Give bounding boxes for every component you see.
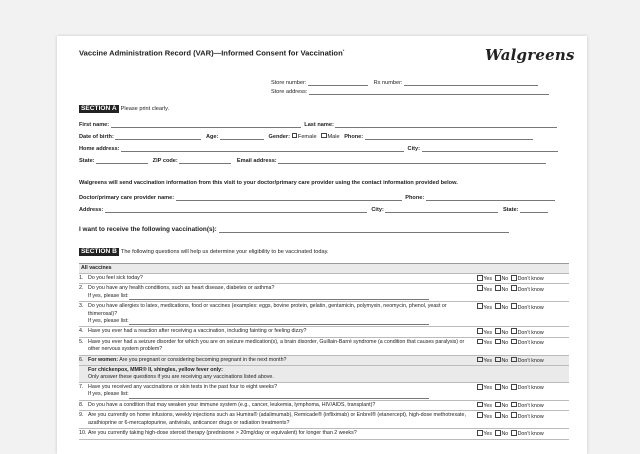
store-number-row xyxy=(271,78,538,86)
question-text xyxy=(88,328,473,335)
section-b-instruction: The following questions will help us determine your eligibility to be vaccinated today. xyxy=(120,249,329,255)
question-number: 5. xyxy=(79,338,84,345)
answer-checkbox[interactable] xyxy=(495,275,501,281)
answer-label: Don't know xyxy=(517,413,544,420)
doctor-address-row xyxy=(79,205,548,213)
if-yes-field[interactable] xyxy=(129,392,429,399)
answer-label: No xyxy=(501,431,509,438)
if-yes-label: If yes, please list: xyxy=(88,292,129,299)
question-row xyxy=(79,401,569,411)
question-body: Have you received any vaccinations or skin tests in the past four to eight weeks? xyxy=(88,384,278,391)
question-body: Have you ever had a reaction after receiving a vaccination, including fainting or feeling dizzy? xyxy=(88,328,307,335)
female-label: Female xyxy=(297,134,317,140)
question-body: Do you have any health conditions, such as heart disease, diabetes or asthma? xyxy=(88,285,275,292)
answer-options xyxy=(477,430,547,439)
store-address-row xyxy=(271,87,549,95)
first-name-field[interactable] xyxy=(111,120,301,128)
question-text xyxy=(88,430,473,437)
home-address-label: Home address: xyxy=(79,146,120,152)
store-address-field[interactable] xyxy=(309,87,549,95)
answer-checkbox[interactable] xyxy=(477,275,483,281)
question-body: Have you ever had a seizure disorder for which you are on seizure medication(s), a brain disorder, Guillain-Barré syndrome (a condition that causes paralysis) or other nervous system problem? xyxy=(88,338,465,353)
question-number: 3. xyxy=(79,303,84,310)
answer-option xyxy=(477,276,492,282)
answer-options xyxy=(477,357,547,366)
answer-checkbox[interactable] xyxy=(511,275,517,281)
last-name-label: Last name: xyxy=(304,122,334,128)
answer-option xyxy=(495,431,508,437)
answer-label: No xyxy=(501,286,509,293)
answer-checkbox[interactable] xyxy=(511,339,517,345)
form-title-text: Vaccine Administration Record (VAR)—Informed Consent for Vaccination xyxy=(79,48,343,58)
answer-option xyxy=(495,358,508,364)
phone-label: Phone: xyxy=(344,134,364,140)
answer-checkbox[interactable] xyxy=(511,412,517,418)
answer-label: No xyxy=(501,403,509,410)
answer-option xyxy=(511,330,543,336)
doctor-city-field[interactable] xyxy=(385,205,498,213)
question-number: 7. xyxy=(79,384,84,391)
question-body: Are you currently on home infusions, weekly injections such as Humira® (adalimumab), Remicade® (infliximab) or Enbrel® (etanercept), high-dose methotrexate, azathioprine or 6-mercaptopurine, antivirals, anticancer drugs or radiation treatments? xyxy=(88,412,466,426)
answer-label: Yes xyxy=(483,304,493,311)
home-address-row xyxy=(79,144,558,152)
phone-field[interactable] xyxy=(365,132,533,140)
last-name-field[interactable] xyxy=(335,120,557,128)
answer-option xyxy=(511,431,543,437)
questions-group-1 xyxy=(79,274,569,366)
email-label: Email address: xyxy=(236,158,277,164)
section-a-header xyxy=(79,105,169,113)
answer-label: Don't know xyxy=(517,357,544,364)
answer-option xyxy=(477,305,492,311)
answer-label: Don't know xyxy=(517,340,544,347)
vaccination-row xyxy=(79,225,509,233)
answer-checkbox[interactable] xyxy=(495,328,501,334)
provider-notice: Walgreens will send vaccination information from this visit to your doctor/primary care provider using the contact information provided below. xyxy=(79,180,458,186)
answer-checkbox[interactable] xyxy=(477,339,483,345)
doctor-phone-field[interactable] xyxy=(426,193,555,201)
answer-option xyxy=(495,340,508,346)
store-number-field[interactable] xyxy=(308,78,368,86)
answer-checkbox[interactable] xyxy=(495,412,501,418)
answer-label: Yes xyxy=(483,385,493,392)
email-field[interactable] xyxy=(278,156,546,164)
chickenpox-subhead xyxy=(79,366,569,383)
answer-option xyxy=(511,385,543,391)
answer-checkbox[interactable] xyxy=(511,430,517,436)
doctor-phone-label: Phone: xyxy=(405,195,425,201)
doctor-state-label: State: xyxy=(502,207,519,213)
question-body: Are you currently taking high-dose steroid therapy (prednisone > 20mg/day or equivalent) for longer than 2 weeks? xyxy=(88,430,357,437)
answer-label: No xyxy=(501,304,509,311)
male-label: Male xyxy=(327,134,340,140)
answer-checkbox[interactable] xyxy=(511,328,517,334)
answer-label: Yes xyxy=(483,357,493,364)
answer-label: Don't know xyxy=(517,385,544,392)
if-yes-field[interactable] xyxy=(129,293,429,300)
zip-field[interactable] xyxy=(179,156,231,164)
answer-option xyxy=(477,287,492,293)
all-vaccines-heading: All vaccines xyxy=(79,264,569,274)
question-text xyxy=(88,285,473,292)
dob-field[interactable] xyxy=(115,132,201,140)
if-yes-field[interactable] xyxy=(129,318,429,325)
question-body: Do you have allergies to latex, medications, food or vaccines (examples: eggs, bovine protein, gelatin, gentamicin, polymyxin, neomycin, phenol, yeast or thimerosal)? xyxy=(88,303,447,317)
dob-label: Date of birth: xyxy=(79,134,114,140)
answer-options xyxy=(477,275,547,284)
answer-label: Don't know xyxy=(517,304,544,311)
answer-label: Yes xyxy=(483,431,493,438)
vaccination-label: I want to receive the following vaccination(s): xyxy=(79,226,217,233)
age-label: Age: xyxy=(205,134,219,140)
answer-label: Yes xyxy=(483,329,493,336)
male-checkbox[interactable] xyxy=(321,133,327,139)
vaccination-field[interactable] xyxy=(219,225,509,233)
question-lead: For women: xyxy=(88,356,119,363)
answer-option xyxy=(511,403,543,409)
name-row xyxy=(79,120,557,128)
questions-table xyxy=(79,263,569,440)
question-number: 9. xyxy=(79,412,84,419)
answer-label: No xyxy=(501,276,509,283)
question-number: 10. xyxy=(79,430,87,437)
doctor-address-field[interactable] xyxy=(105,205,367,213)
answer-label: Yes xyxy=(483,403,493,410)
document-page xyxy=(57,36,587,454)
section-a-tag: SECTION A xyxy=(81,105,117,112)
answer-checkbox[interactable] xyxy=(495,285,501,291)
answer-option xyxy=(511,414,543,420)
section-a-instruction: Please print clearly. xyxy=(120,106,170,112)
question-number: 6. xyxy=(79,356,84,363)
answer-option xyxy=(477,414,492,420)
answer-label: No xyxy=(501,413,509,420)
answer-option xyxy=(477,431,492,437)
questions-group-2 xyxy=(79,383,569,439)
answer-label: Don't know xyxy=(517,276,544,283)
question-text xyxy=(88,412,473,427)
answer-option xyxy=(495,414,508,420)
question-text xyxy=(88,384,473,391)
answer-options xyxy=(477,402,547,411)
form-title xyxy=(79,48,344,58)
answer-checkbox[interactable] xyxy=(495,357,501,363)
answer-checkbox[interactable] xyxy=(511,285,517,291)
store-number-label: Store number: xyxy=(271,80,307,86)
question-number: 2. xyxy=(79,285,84,292)
answer-label: Don't know xyxy=(517,286,544,293)
answer-label: No xyxy=(501,357,509,364)
doctor-name-field[interactable] xyxy=(176,193,402,201)
doctor-address-label: Address: xyxy=(79,207,104,213)
answer-checkbox[interactable] xyxy=(477,328,483,334)
answer-option xyxy=(511,305,543,311)
question-row xyxy=(79,274,569,284)
answer-label: Yes xyxy=(483,340,493,347)
answer-option xyxy=(495,403,508,409)
chickenpox-subhead-title: For chickenpox, MMR® II, shingles, yellow fever only: xyxy=(88,367,223,374)
answer-options xyxy=(477,285,547,294)
answer-label: Don't know xyxy=(517,403,544,410)
answer-options xyxy=(477,412,547,421)
answer-label: No xyxy=(501,340,509,347)
doctor-row xyxy=(79,193,555,201)
answer-label: Don't know xyxy=(517,329,544,336)
answer-option xyxy=(495,330,508,336)
gender-label: Gender: xyxy=(268,134,290,140)
if-yes-label: If yes, please list: xyxy=(88,391,129,398)
rx-number-label: Rx number: xyxy=(373,80,403,86)
answer-option xyxy=(511,276,543,282)
answer-option xyxy=(495,287,508,293)
first-name-label: First name: xyxy=(79,122,110,128)
answer-label: Yes xyxy=(483,413,493,420)
answer-options xyxy=(477,328,547,337)
answer-checkbox[interactable] xyxy=(495,402,501,408)
answer-checkbox[interactable] xyxy=(495,430,501,436)
answer-option xyxy=(477,340,492,346)
question-body: Are you pregnant or considering becoming pregnant in the next month? xyxy=(119,356,287,363)
dob-row xyxy=(79,132,533,140)
answer-checkbox[interactable] xyxy=(477,357,483,363)
question-body: Do you feel sick today? xyxy=(88,275,143,281)
store-address-label: Store address: xyxy=(271,89,308,95)
question-text xyxy=(88,402,473,409)
answer-label: Yes xyxy=(483,276,493,283)
doctor-name-label: Doctor/primary care provider name: xyxy=(79,195,175,201)
city-label: City: xyxy=(407,146,420,152)
title-mark: * xyxy=(342,48,345,53)
home-address-field[interactable] xyxy=(121,144,404,152)
answer-label: Don't know xyxy=(517,431,544,438)
doctor-city-label: City: xyxy=(371,207,384,213)
answer-checkbox[interactable] xyxy=(477,303,483,309)
answer-options xyxy=(477,384,547,393)
female-checkbox[interactable] xyxy=(292,133,298,139)
answer-checkbox[interactable] xyxy=(511,384,517,390)
question-row xyxy=(79,356,569,366)
answer-label: No xyxy=(501,329,509,336)
rx-number-field[interactable] xyxy=(404,78,538,86)
answer-checkbox[interactable] xyxy=(477,430,483,436)
if-yes-label: If yes, please list: xyxy=(88,318,129,325)
question-row xyxy=(79,429,569,439)
answer-options xyxy=(477,339,547,348)
walgreens-logo: Walgreens xyxy=(485,46,575,64)
answer-options xyxy=(477,303,547,312)
answer-checkbox[interactable] xyxy=(511,303,517,309)
answer-checkbox[interactable] xyxy=(477,285,483,291)
answer-checkbox[interactable] xyxy=(477,412,483,418)
question-number: 4. xyxy=(79,328,84,335)
state-label: State: xyxy=(79,158,95,164)
answer-option xyxy=(511,340,543,346)
answer-option xyxy=(477,403,492,409)
state-row xyxy=(79,156,546,164)
answer-checkbox[interactable] xyxy=(495,384,501,390)
zip-label: ZIP code: xyxy=(152,158,178,164)
question-row xyxy=(79,411,569,429)
answer-checkbox[interactable] xyxy=(495,339,501,345)
answer-option xyxy=(477,385,492,391)
question-row xyxy=(79,284,569,302)
question-text xyxy=(88,303,473,318)
state-field[interactable] xyxy=(96,156,148,164)
answer-label: Yes xyxy=(483,286,493,293)
question-body: Do you have a condition that may weaken your immune system (e.g., cancer, leukemia, lymphoma, HIV/AIDS, transplant)? xyxy=(88,401,376,408)
doctor-state-field[interactable] xyxy=(520,205,548,213)
answer-option xyxy=(495,305,508,311)
if-yes-list xyxy=(88,318,569,325)
section-b-header xyxy=(79,248,329,256)
city-field[interactable] xyxy=(422,144,558,152)
answer-option xyxy=(495,385,508,391)
question-text xyxy=(88,275,473,282)
answer-option xyxy=(511,287,543,293)
answer-checkbox[interactable] xyxy=(511,402,517,408)
answer-option xyxy=(511,358,543,364)
question-row xyxy=(79,302,569,327)
answer-option xyxy=(495,276,508,282)
question-row xyxy=(79,327,569,337)
question-number: 1. xyxy=(79,275,84,281)
question-row xyxy=(79,383,569,401)
question-text xyxy=(88,357,473,364)
answer-checkbox[interactable] xyxy=(495,303,501,309)
answer-checkbox[interactable] xyxy=(477,384,483,390)
section-b-tag: SECTION B xyxy=(81,248,117,255)
answer-label: No xyxy=(501,385,509,392)
question-number: 8. xyxy=(79,401,84,408)
question-row xyxy=(79,338,569,356)
answer-checkbox[interactable] xyxy=(477,402,483,408)
question-text xyxy=(88,339,473,354)
answer-option xyxy=(477,358,492,364)
answer-option xyxy=(477,330,492,336)
answer-checkbox[interactable] xyxy=(511,357,517,363)
age-field[interactable] xyxy=(220,132,264,140)
chickenpox-subhead-text: Only answer these questions if you are receiving any vaccinations listed above. xyxy=(88,374,274,381)
